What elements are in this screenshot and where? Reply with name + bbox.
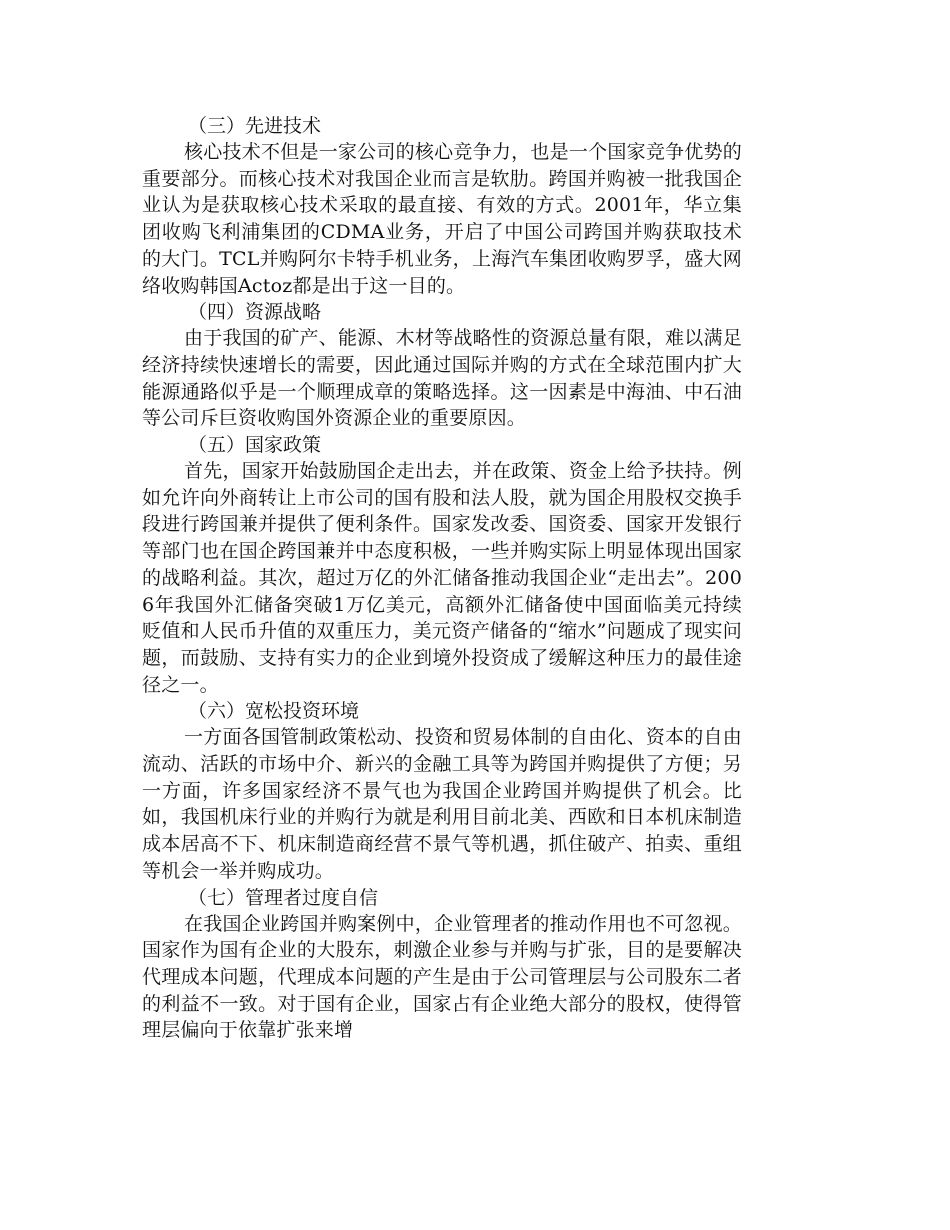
section-paragraph: 核心技术不但是一家公司的核心竞争力，也是一个国家竞争优势的重要部分。而核心技术对我国企业而言是软肋。跨国并购被一批我国企业认为是获取核心技术采取的最直接、有效的方式。2001年，华立集团收购飞利浦集团的CDMA业务，开启了中国公司跨国并购获取技术的大门。TCL并购阿尔卡特手机业务，上海汽车集团收购罗孚，盛大网络收购韩国Actoz都是出于这一目的。 xyxy=(142,141,742,297)
section-heading: （七）管理者过度自信 xyxy=(188,886,379,909)
section-paragraph: 首先，国家开始鼓励国企走出去，并在政策、资金上给予扶持。例如允许向外商转让上市公司的国有股和法人股，就为国企用股权交换手段进行跨国兼并提供了便利条件。国家发改委、国资委、国家开发银行等部门也在国企跨国兼并中态度积极，一些并购实际上明显体现出国家的战略利益。其次，超过万亿的外汇储备推动我国企业“走出去”。2006年我国外汇储备突破1万亿美元，高额外汇储备使中国面临美元持续贬值和人民币升值的双重压力，美元资产储备的“缩水”问题成了现实问题，而鼓励、支持有实力的企业到境外投资成了缓解这种压力的最佳途径之一。 xyxy=(142,460,742,696)
section-manager-overconfidence xyxy=(142,885,742,1045)
section-paragraph: 在我国企业跨国并购案例中，企业管理者的推动作用也不可忽视。国家作为国有企业的大股东，刺激企业参与并购与扩张，目的是要解决代理成本问题，代理成本问题的产生是由于公司管理层与公司股东二者的利益不一致。对于国有企业，国家占有企业绝大部分的股权，使得管理层偏向于依靠扩张来增 xyxy=(142,912,742,1042)
section-heading: （三）先进技术 xyxy=(188,115,322,137)
section-heading: （五）国家政策 xyxy=(188,434,322,457)
section-paragraph: 由于我国的矿产、能源、木材等战略性的资源总量有限，难以满足经济持续快速增长的需要，因此通过国际并购的方式在全球范围内扩大能源通路似乎是一个顺理成章的策略选择。这一因素是中海油、中石油等公司斥巨资收购国外资源企业的重要原因。 xyxy=(142,327,742,430)
section-advanced-technology xyxy=(142,113,742,299)
section-heading: （四）资源战略 xyxy=(188,301,322,324)
document-page xyxy=(142,113,742,1044)
section-investment-environment xyxy=(142,698,742,884)
section-heading: （六）宽松投资环境 xyxy=(188,700,360,723)
section-paragraph: 一方面各国管制政策松动、投资和贸易体制的自由化、资本的自由流动、活跃的市场中介、新兴的金融工具等为跨国并购提供了方便；另一方面，许多国家经济不景气也为我国企业跨国并购提供了机会。比如，我国机床行业的并购行为就是利用目前北美、西欧和日本机床制造成本居高不下、机床制造商经营不景气等机遇，抓住破产、拍卖、重组等机会一举并购成功。 xyxy=(142,726,742,882)
section-resource-strategy xyxy=(142,299,742,432)
section-national-policy xyxy=(142,432,742,698)
